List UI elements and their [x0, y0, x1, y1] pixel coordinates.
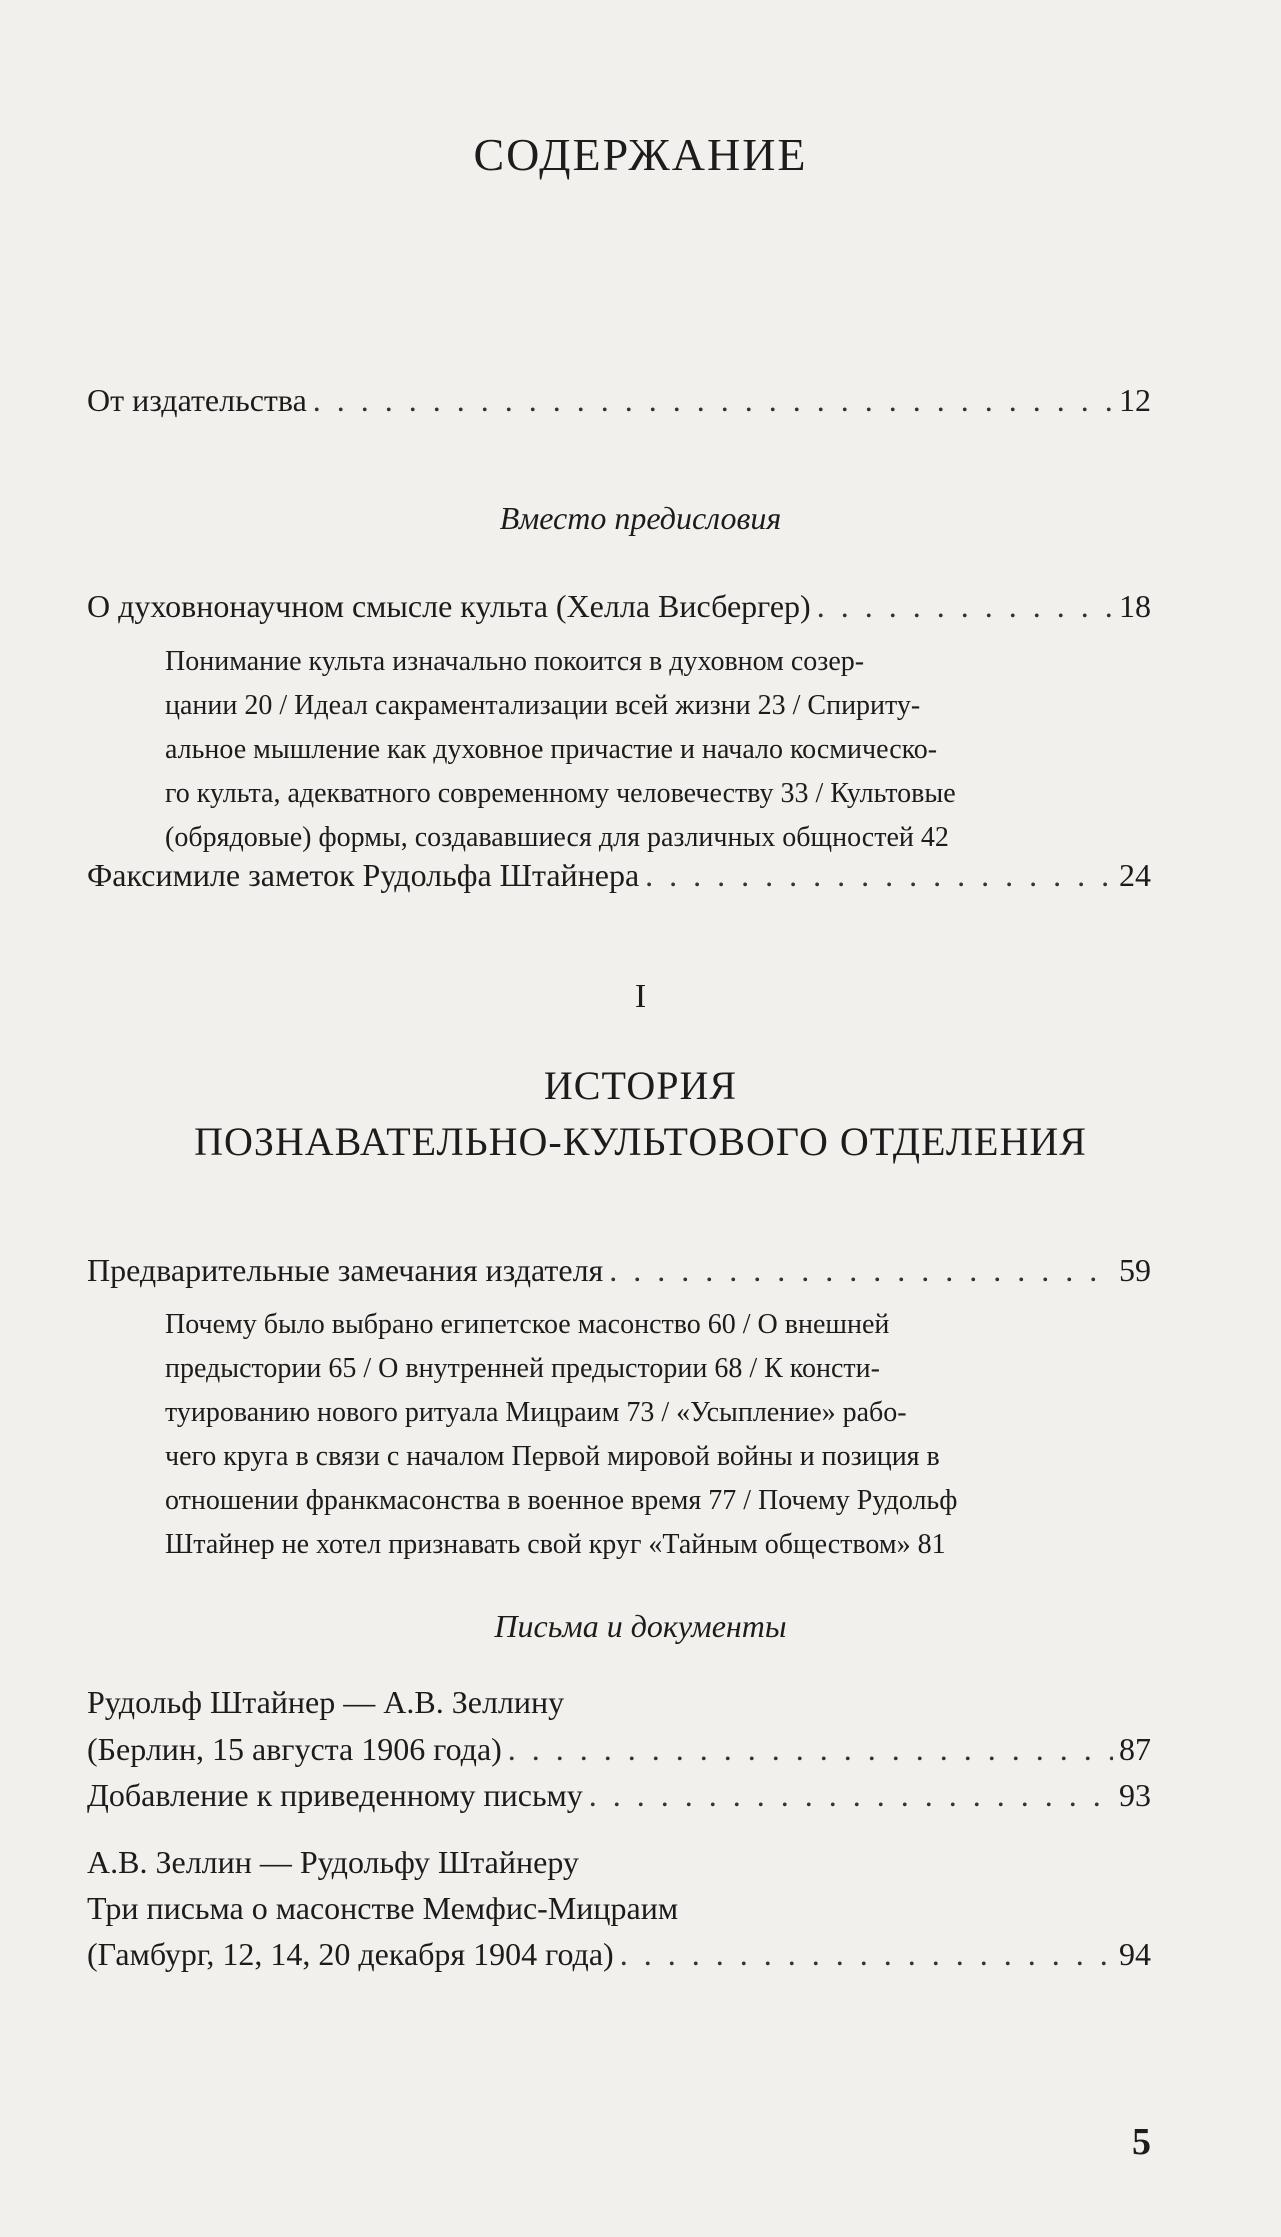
dot-leader	[589, 1773, 1113, 1817]
entry-page: 24	[1119, 857, 1151, 893]
dot-leader	[817, 584, 1113, 628]
dot-leader	[609, 1248, 1113, 1292]
summary-line: альное мышление как духовное причастие и начало космическо-	[165, 734, 938, 765]
dot-leader	[313, 378, 1113, 422]
entry-page: 59	[1119, 1252, 1151, 1288]
steiner-zellin-heading: Рудольф Штайнер — А.В. Зеллину	[87, 1684, 565, 1720]
subhead-letters-docs: Письма и документы	[494, 1608, 787, 1644]
entry-text: От издательства	[87, 382, 307, 418]
entry-page: 18	[1119, 588, 1151, 624]
page-title: СОДЕРЖАНИЕ	[473, 129, 808, 180]
toc-entry-prelim[interactable]	[87, 1248, 1151, 1292]
summary-line: туированию нового ритуала Мицраим 73 / «Усыпление» рабо-	[165, 1397, 907, 1428]
dot-leader	[620, 1932, 1113, 1976]
summary-line: предыстории 65 / О внутренней предыстории 68 / К консти-	[165, 1353, 880, 1384]
entry-page: 87	[1119, 1731, 1151, 1767]
zellin-steiner-heading: А.В. Зеллин — Рудольфу Штайнеру	[87, 1844, 579, 1880]
summary-line: (обрядовые) формы, создававшиеся для различных общностей 42	[165, 822, 949, 853]
section-title-line1: ИСТОРИЯ	[543, 1063, 738, 1108]
toc-entry-spiritual-meaning[interactable]	[87, 584, 1151, 628]
summary-line: цании 20 / Идеал сакраментализации всей жизни 23 / Спириту-	[165, 690, 921, 721]
entry-text: Предварительные замечания издателя	[87, 1252, 604, 1288]
toc-entry-facsimile[interactable]	[87, 853, 1151, 897]
summary-line: Почему было выбрано египетское масонство 60 / О внешней	[165, 1309, 890, 1340]
summary-line: Понимание культа изначально покоится в духовном созер-	[165, 646, 865, 677]
egypt-summary	[165, 1303, 1131, 1567]
entry-page: 93	[1119, 1777, 1151, 1813]
entry-text: (Гамбург, 12, 14, 20 декабря 1904 года)	[87, 1936, 614, 1972]
entry-text: Добавление к приведенному письму	[87, 1777, 583, 1813]
dot-leader	[645, 853, 1113, 897]
toc-entry-letter-zellin[interactable]	[87, 1727, 1151, 1771]
summary-line: чего круга в связи с началом Первой мировой войны и позиция в	[165, 1441, 940, 1472]
page-number: 5	[1132, 2121, 1151, 2163]
entry-text: (Берлин, 15 августа 1906 года)	[87, 1731, 502, 1767]
entry-page: 12	[1119, 382, 1151, 418]
summary-line: Штайнер не хотел признавать свой круг «Тайным обществом» 81	[165, 1529, 946, 1560]
entry-text: Факсимиле заметок Рудольфа Штайнера	[87, 857, 640, 893]
entry-page: 94	[1119, 1936, 1151, 1972]
toc-entry-three-letters[interactable]	[87, 1932, 1151, 1976]
toc-entry-publisher[interactable]	[87, 378, 1151, 422]
summary-line: отношении франкмасонства в военное время 77 / Почему Рудольф	[165, 1485, 958, 1516]
entry-text: О духовнонаучном смысле культа (Хелла Висбергер)	[87, 588, 811, 624]
subhead-instead-preface: Вместо предисловия	[499, 500, 782, 536]
summary-line: го культа, адекватного современному человечеству 33 / Культовые	[165, 778, 956, 809]
three-letters-title: Три письма о масонстве Мемфис-Мицраим	[87, 1890, 679, 1926]
cult-summary	[165, 640, 1131, 860]
section-title-line2: ПОЗНАВАТЕЛЬНО-КУЛЬТОВОГО ОТДЕЛЕНИЯ	[194, 1119, 1087, 1164]
dot-leader	[508, 1727, 1113, 1771]
section-numeral: I	[634, 978, 647, 1015]
toc-entry-addition[interactable]	[87, 1773, 1151, 1817]
